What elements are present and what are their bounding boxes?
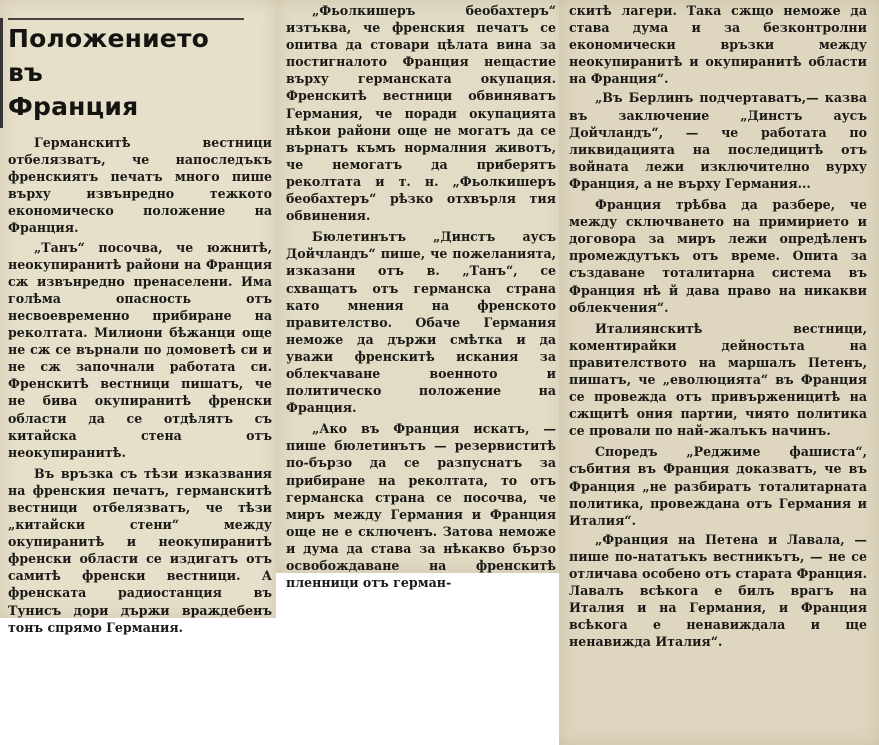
column-3-text bbox=[569, 2, 867, 652]
column-1-text bbox=[8, 134, 272, 638]
paragraph: „Въ Берлинъ подчертаватъ,— казва въ заключение „Динстъ аусъ Дойчландъ“, — че работата по ликвидацията на последицитѣ отъ войната лежи изключително вурху Франция, а не върху Германия... bbox=[569, 90, 867, 191]
article-column-1 bbox=[0, 0, 276, 635]
paragraph: Споредъ „Реджиме фашиста“, събития въ Франция доказватъ, че въ Франция „не разбиратъ тоталитарната политика, провеждана отъ Германия и Италия“. bbox=[569, 444, 867, 528]
paragraph: скитѣ лагери. Така сжщо неможе да става дума и за безконтролни економически връзки между неокупиранитѣ и окупиранитѣ области на Франция“. bbox=[569, 3, 867, 87]
paragraph: „Фьолкишеръ беобахтеръ“ изтъква, че френския печатъ се опитва да стовари цѣлата вина за постигналото Франция нещастие върху германската окупация. Френскитѣ вестници обвиняватъ Германия, че поради окупацията нѣкои райони още не могатъ да се върнатъ къмъ нормалния животъ, че немогатъ да приберятъ реколтата и т. н. „Фьолкишеръ беобахтеръ“ рѣзко отхвърля тия обвинения. bbox=[286, 3, 556, 224]
paragraph: Франция трѣбва да разбере, че между сключването на примирието и договора за миръ лежи опредѣленъ промеждутъкъ отъ време. Опита за създаване тоталитарна система въ Франция нѣ й дава право на никакви облекчения“. bbox=[569, 197, 867, 315]
headline-line-1: Положението bbox=[8, 24, 210, 53]
paragraph: Бюлетинътъ „Динстъ аусъ Дойчландъ“ пише, че пожеланията, изказани отъ в. „Танъ“, се схващатъ отъ германска страна като мнения на френското правителство. Обаче Германия неможе да държи смѣтка и да уважи френскитѣ искания за облекчаване военното и политическо положение на Франция. bbox=[286, 229, 556, 416]
column-2-text bbox=[286, 2, 556, 593]
paragraph: „Танъ“ посочва, че южнитѣ, неокупиранитѣ райони на Франция сж извънредно пренаселени. Има голѣма опасность отъ несвоевременно прибиране на реколтата. Милиони бѣжанци още не сж се върнали по домоветѣ си и не сж започнали работата си. Френскитѣ вестници пишатъ, че не бива окупиранитѣ френски области да се отдѣлятъ съ китайска стена отъ неокупиранитѣ. bbox=[8, 239, 272, 460]
headline-line-2: въ bbox=[8, 58, 44, 87]
headline-rule bbox=[0, 18, 3, 128]
headline bbox=[8, 18, 244, 124]
article-column-2 bbox=[276, 0, 564, 591]
paragraph: „Франция на Петена и Лавала, — пише по-нататъкъ вестникътъ, — не се отличава особено отъ старата Франция. Лавалъ всѣкога е билъ врагъ на Италия и на Германия, и Франция всѣкога е ненавиждала и ще ненавижда Италия“. bbox=[569, 531, 867, 650]
headline-line-3: Франция bbox=[8, 92, 139, 121]
paragraph: „Ако въ Франция искатъ, — пише бюлетинътъ — резервиститѣ по-бързо да се разпуснатъ за прибиране на реколтата, то отъ германска страна се посочва, че миръ между Германия и Франция още не е сключенъ. Затова неможе и дума да става за нѣкакво бързо освобождаване на френскитѣ пленници отъ герман- bbox=[286, 421, 556, 591]
paragraph: Италиянскитѣ вестници, коментирайки дейностьта на правителството на маршалъ Петенъ, пишатъ, че „еволюцията“ въ Франция се провежда отъ привърженицитѣ на сжщитѣ ония партии, чиято политика се провали по най-жалъкъ начинъ. bbox=[569, 320, 867, 439]
paragraph: Германскитѣ вестници отбелязватъ, че напоследъкъ френскиятъ печатъ много пише върху извънредно тежкото економическо положение на Франция. bbox=[8, 135, 272, 236]
paragraph: Въ връзка съ тѣзи изказвания на френския печатъ, германскитѣ вестници отбелязватъ, че тѣзи „китайски стени“ между окупиранитѣ и неокупиранитѣ френски области се издигатъ отъ самитѣ френски вестници. А френската радиостанция въ Тунисъ дори държи враждебенъ тонъ спрямо Германия. bbox=[8, 465, 272, 635]
article-column-3 bbox=[559, 0, 879, 745]
